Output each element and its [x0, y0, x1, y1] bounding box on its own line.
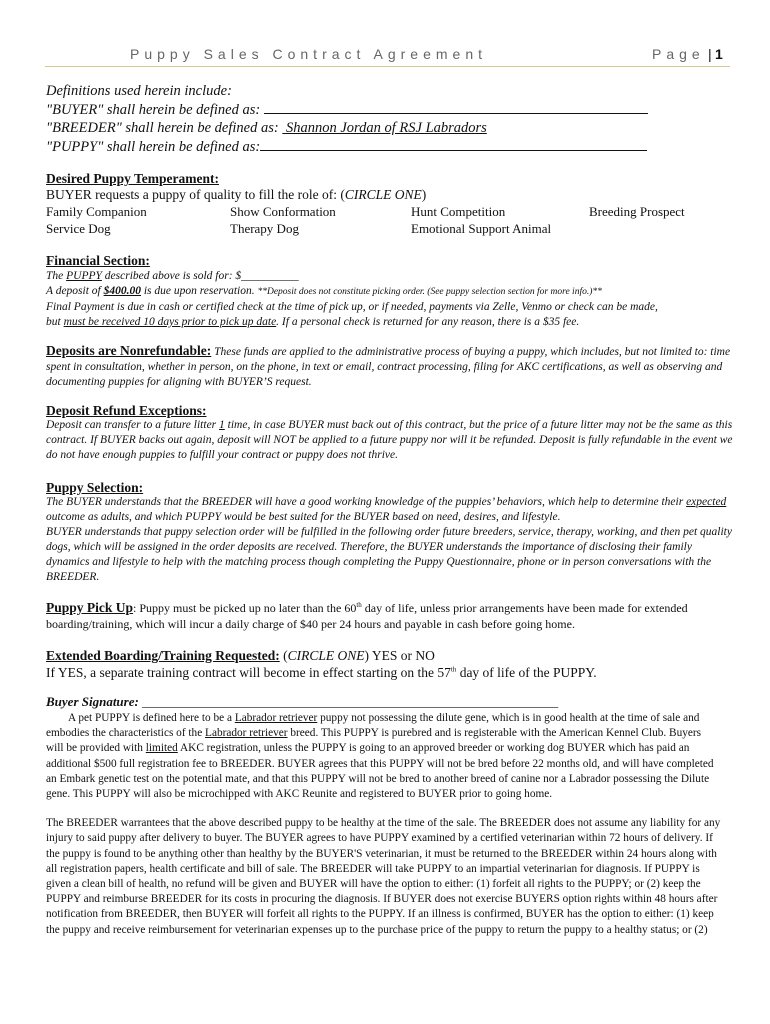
signature-label: Buyer Signature:: [46, 694, 139, 709]
pickup-heading: Puppy Pick Up: [46, 600, 134, 615]
definitions-intro: Definitions used herein include:: [46, 83, 232, 99]
refund-heading: Deposit Refund Exceptions:: [46, 403, 207, 418]
terms-paragraph-2: The BREEDER warrantees that the above described puppy to be healthy at the time of the sale. The BREEDER does not assume any liability for any injury to said puppy after delivery to buyer. The BUYER agrees to have PUPPY examined by a certified veterinarian within 72 hours of delivery. If the puppy is found to be anything other than healthy by the BUYER'S veterinarian, it must be returned to the BREEDER within 24 hours along with all registration papers, health certificate and bill of sale. The BREEDER will take PUPPY to an impartial veterinarian for diagnosis. If PUPPY is given a clean bill of health, no refund will be given and BUYER will have the option to either: (1) forfeit all rights to the PUPPY; or (2) keep the PUPPY and reimburse BREEDER for its costs in procuring the diagnosis. If BUYER does not exercise BUYERS option rights within 48 hours after notification from BREEDER, then BUYER will forfeit all rights to the PUPPY. If an illness is confirmed, BUYER has the option to either: (1) keep the puppy and receive reimbursement for veterinarian expenses up to the purchase price of the puppy to return the puppy to a healthy status; or (2): [46, 817, 721, 936]
price-line: The PUPPY described above is sold for: $__________: [46, 270, 299, 282]
terms-paragraph-1: A pet PUPPY is defined here to be a Labrador retriever puppy not possessing the dilute gene, which is in good health at the time of sale and embodies the characteristics of the Labrador retriever breed. This PUPPY is purebred and is registerable with the American Kennel Club. Buyers will be provided with limited AKC registration, unless the PUPPY is going to an approved breeder or working dog BUYER which has paid an additional $500 full registration fee to BREEDER. BUYER agrees that this PUPPY will not be bred before 22 months old, and will have completed an Embark genetic test on the potential mate, and that this PUPPY will not be bred to another breed of canine nor a Labrador possessing the Dilute gene. This PUPPY will also be microchipped with AKC Reunite and registered to BUYER prior to going home.: [46, 712, 714, 801]
page-label: Page: [652, 46, 705, 62]
option-family-companion[interactable]: Family Companion: [46, 204, 147, 219]
deposits-section: [46, 343, 736, 390]
option-breeding-prospect[interactable]: Breeding Prospect: [589, 204, 685, 219]
refund-section: [46, 403, 736, 463]
option-service-dog[interactable]: Service Dog: [46, 221, 111, 236]
selection-text-1: The BUYER understands that the BREEDER will have a good working knowledge of the puppies’ behaviors, which help to determine their expected outcome as adults, and which PUPPY would be best suited for the BUYER based on need, desires, and lifestyle.: [46, 496, 727, 523]
selection-section: [46, 480, 736, 585]
temperament-heading: Desired Puppy Temperament:: [46, 171, 220, 186]
signature-line[interactable]: ________________________________________________________________: [138, 694, 559, 709]
payment-deadline-line: but must be received 10 days prior to pick up date. If a personal check is returned for any reason, there is a $35 fee.: [46, 316, 580, 328]
deposit-line: A deposit of $400.00 is due upon reservation. **Deposit does not constitute picking order. (See puppy selection section for more info.)**: [46, 285, 602, 297]
option-therapy-dog[interactable]: Therapy Dog: [230, 221, 299, 236]
financial-section: [46, 253, 736, 330]
pickup-section: Puppy Pick Up: Puppy must be picked up no later than the 60th day of life, unless prior arrangements have been made for extended boarding/training, which will incur a daily charge of $40 per 24 hours and payable in cash before going home.: [46, 600, 688, 631]
buyer-definition: "BUYER" shall herein be defined as:: [46, 100, 736, 119]
page-number: 1: [715, 46, 723, 62]
temperament-options: [46, 203, 736, 237]
puppy-definition: "PUPPY" shall herein be defined as:: [46, 137, 736, 156]
financial-heading: Financial Section:: [46, 253, 150, 268]
puppy-blank[interactable]: [260, 137, 647, 151]
breeder-definition: "BREEDER" shall herein be defined as: Shannon Jordan of RSJ Labradors: [46, 119, 736, 137]
boarding-section: Extended Boarding/Training Requested: (CIRCLE ONE) YES or NO If YES, a separate training contract will become in effect starting on the 57th day of life of the PUPPY.: [46, 647, 736, 681]
buyer-blank[interactable]: [264, 100, 648, 114]
header-rule: [45, 66, 730, 67]
page-separator: |: [708, 46, 712, 62]
final-payment-line: Final Payment is due in cash or certified check at the time of pick up, or if needed, payments via Zelle, Venmo or check can be made,: [46, 301, 658, 313]
terms-section: [46, 711, 721, 938]
option-emotional-support[interactable]: Emotional Support Animal: [411, 221, 552, 236]
deposits-heading: Deposits are Nonrefundable:: [46, 343, 212, 358]
document-title: Puppy Sales Contract Agreement: [130, 46, 488, 62]
breeder-value: Shannon Jordan of RSJ Labradors: [285, 120, 487, 136]
selection-text-2: BUYER understands that puppy selection order will be fulfilled in the following order future breeders, service, therapy, working, and then pet quality dogs, which will be assigned in the order deposits are received. Therefore, the BUYER understands the importance of disclosing their family dynamics and lifestyle to help with the matching process though completing the Puppy Questionnaire, phone or in person conversations with the BREEDER.: [46, 526, 732, 583]
refund-text: Deposit can transfer to a future litter 1 time, in case BUYER must back out of this contract, but the price of a future litter may not be the same as this contract. If BUYER backs out again, deposit will NOT be applied to a future puppy nor will it be refunded. Deposit is fully refundable in the event we do not have enough puppies to fulfill your contract or puppy does not thrive.: [46, 419, 733, 461]
temperament-request: BUYER requests a puppy of quality to fill the role of: (CIRCLE ONE): [46, 187, 427, 202]
page-header: [130, 46, 730, 66]
option-show-conformation[interactable]: Show Conformation: [230, 204, 336, 219]
selection-heading: Puppy Selection:: [46, 480, 144, 495]
signature-section: [46, 694, 736, 710]
boarding-note: If YES, a separate training contract will become in effect starting on the 57th day of life of the PUPPY.: [46, 665, 597, 680]
boarding-heading: Extended Boarding/Training Requested:: [46, 648, 280, 663]
temperament-section: [46, 171, 736, 237]
definitions-section: [46, 82, 736, 156]
option-hunt-competition[interactable]: Hunt Competition: [411, 204, 506, 219]
deposits-text: These funds are applied to the administrative process of buying a puppy, which includes, but not limited to: time spent in consultation, whether in person, on the phone, in text or email, contract processing, filing for AKC certifications, as well as observing and documenting puppies for aligning with BUYER’S request.: [46, 346, 731, 388]
